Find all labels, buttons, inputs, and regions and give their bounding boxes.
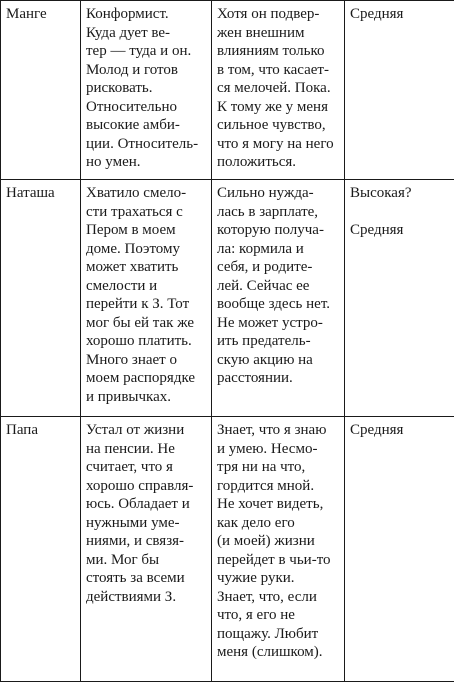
- text-line: Много знает о: [86, 351, 177, 368]
- line-gap: [350, 203, 450, 222]
- name-text: Наташа: [6, 185, 55, 201]
- text-line: Не хочет видеть,: [217, 496, 324, 512]
- level-text: Средняя: [350, 422, 404, 438]
- text-line: но умен.: [86, 154, 141, 170]
- text-line: вообще здесь нет.: [217, 296, 330, 312]
- text-line: смелости и: [86, 277, 158, 294]
- text-line: мог бы ей так же: [86, 314, 195, 331]
- text-line: Не может устро-: [217, 314, 323, 331]
- text-line: Пером в моем: [86, 222, 176, 238]
- name-cell: [1, 417, 81, 682]
- text-line: себя, и родите-: [217, 259, 313, 275]
- motive-cell: [212, 417, 345, 682]
- text-line: считает, что я: [86, 459, 173, 475]
- motive-cell: [212, 180, 345, 417]
- text-line: лась в зарплате,: [217, 203, 319, 220]
- personality-cell: [81, 417, 212, 682]
- text-line: высокие амби-: [86, 117, 180, 133]
- text-line: хорошо справля-: [86, 477, 194, 494]
- level-cell: [345, 417, 454, 682]
- level-cell: [345, 180, 454, 417]
- text-line: рисковать.: [86, 80, 153, 96]
- text-line: (и моей) жизни: [217, 533, 315, 549]
- text-line: хорошо платить.: [86, 333, 192, 349]
- text-line: как дело его: [217, 514, 295, 531]
- text-line: в том, что касает-: [217, 61, 329, 78]
- text-line: на пенсии. Не: [86, 440, 175, 457]
- text-line: ниями, и связя-: [86, 533, 185, 549]
- text-line: скую акцию на: [217, 351, 313, 368]
- text-line: гордится мной.: [217, 477, 315, 494]
- motive-cell: [212, 1, 345, 180]
- text-line: положиться.: [217, 154, 297, 170]
- level-text: Средняя: [350, 222, 404, 238]
- text-line: ся мелочей. Пока.: [217, 80, 331, 96]
- text-line: жен внешним: [217, 24, 305, 41]
- personality-cell: [81, 180, 212, 417]
- text-line: юсь. Обладает и: [86, 496, 190, 512]
- text-line: меня (слишком).: [217, 644, 323, 660]
- text-line: пощажу. Любит: [217, 625, 319, 642]
- text-line: стоять за всеми: [86, 570, 185, 586]
- text-line: сти трахаться с: [86, 203, 183, 220]
- text-line: ить предатель-: [217, 333, 311, 349]
- text-line: Сильно нужда-: [217, 185, 314, 201]
- text-line: влияниям только: [217, 43, 325, 59]
- text-line: Конформист.: [86, 6, 169, 22]
- text-line: Знает, что я знаю: [217, 422, 327, 438]
- text-line: Хватило смело-: [86, 185, 187, 201]
- text-line: Знает, что, если: [217, 588, 317, 605]
- text-line: и привычках.: [86, 388, 172, 405]
- text-line: ми. Мог бы: [86, 551, 160, 568]
- text-line: ции. Относитель-: [86, 135, 199, 152]
- text-line: чужие руки.: [217, 570, 295, 586]
- text-line: которую получа-: [217, 222, 324, 238]
- text-line: К тому же у меня: [217, 98, 328, 115]
- name-text: Папа: [6, 422, 38, 438]
- text-line: Устал от жизни: [86, 422, 185, 438]
- level-text: Средняя: [350, 6, 404, 22]
- text-line: ла: кормила и: [217, 240, 304, 257]
- text-line: нужными уме-: [86, 514, 180, 531]
- name-text: Манге: [6, 6, 47, 22]
- text-line: Хотя он подвер-: [217, 6, 320, 22]
- text-line: что, я его не: [217, 607, 295, 623]
- text-line: может хватить: [86, 259, 179, 275]
- table-row: [1, 180, 454, 417]
- text-line: моем распорядке: [86, 370, 196, 386]
- level-text: Высокая?: [350, 185, 412, 201]
- table-row: [1, 1, 454, 180]
- personality-cell: [81, 1, 212, 180]
- text-line: Относительно: [86, 98, 178, 115]
- name-cell: [1, 180, 81, 417]
- text-line: Куда дует ве-: [86, 24, 171, 41]
- text-line: доме. Поэтому: [86, 240, 181, 257]
- text-line: что я могу на него: [217, 135, 334, 152]
- text-line: расстоянии.: [217, 370, 293, 386]
- table-row: [1, 417, 454, 682]
- text-line: перейти к З. Тот: [86, 296, 190, 312]
- text-line: Молод и готов: [86, 61, 178, 78]
- text-line: и умею. Несмо-: [217, 440, 318, 457]
- text-line: тер — туда и он.: [86, 43, 192, 59]
- level-cell: [345, 1, 454, 180]
- text-line: сильное чувство,: [217, 117, 326, 133]
- text-line: лей. Сейчас ее: [217, 277, 310, 294]
- text-line: действиями З.: [86, 588, 177, 605]
- name-cell: [1, 1, 81, 180]
- text-line: перейдет в чьи-то: [217, 551, 331, 568]
- text-line: тря ни на что,: [217, 459, 306, 475]
